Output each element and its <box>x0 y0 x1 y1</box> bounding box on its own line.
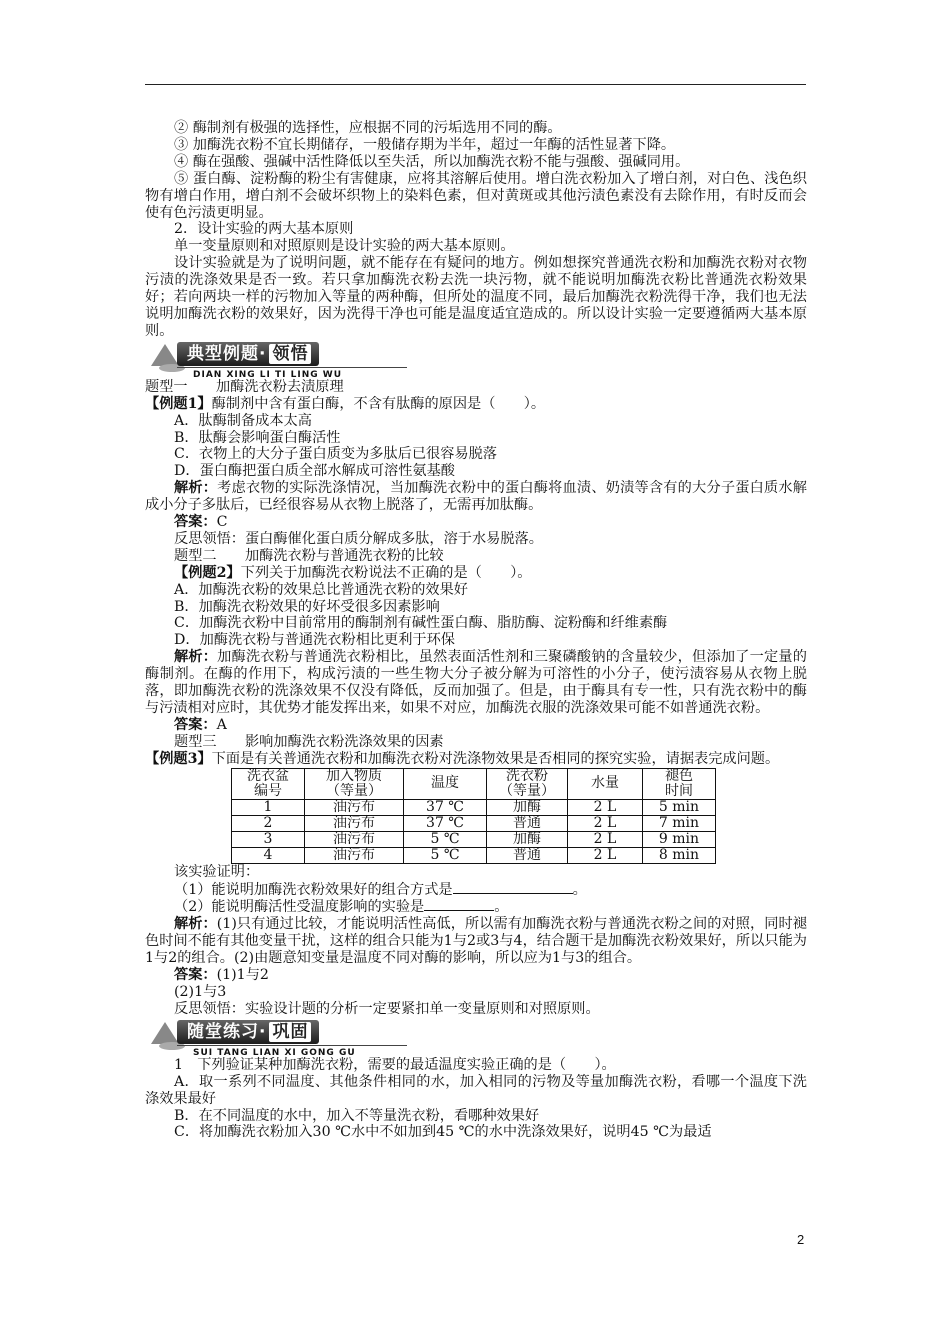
answer-3: 答案：(1)1与2 <box>174 967 269 984</box>
option: C．衣物上的大分子蛋白质变为多肽后已很容易脱落 <box>174 446 497 463</box>
option: C．加酶洗衣粉中目前常用的酶制剂有碱性蛋白酶、脂肪酶、淀粉酶和纤维素酶 <box>174 615 668 632</box>
option: D．蛋白酶把蛋白质全部水解成可溶性氨基酸 <box>174 463 455 480</box>
principle-summary: 单一变量原则和对照原则是设计实验的两大基本原则。 <box>174 238 515 255</box>
section-heading: 2．设计实验的两大基本原则 <box>174 221 354 238</box>
type-line-1: 题型一 加酶洗衣粉去渍原理 <box>145 378 344 395</box>
option: C．将加酶洗衣粉加入30 ℃水中不如加到45 ℃的水中洗涤效果好，说明45 ℃为最适 <box>174 1124 712 1141</box>
analysis-2: 解析：加酶洗衣粉与普通洗衣粉相比，虽然表面活性剂和三聚磷酸钠的含量较少，但添加了一定量的酶制剂。在酶的作用下，构成污渍的一些生物大分子被分解为可溶性的小分子，使污渍容易从衣物上脱落，即加酶洗衣粉的洗涤效果不仅没有降低，反而加强了。但是，由于酶具有专一性，只有洗衣粉中的酶与污渍相对应时，其优势才能发挥出来，如果不对应，加酶洗衣服的洗涤效果可能不如普通洗衣粉。 <box>145 649 807 716</box>
banner-examples: 典型例题· 领悟 DIAN XING LI TI LING WU <box>145 342 807 378</box>
table-header: 加入物质 （等量） <box>305 768 404 799</box>
intro-line-5: ⑤ 蛋白酶、淀粉酶的粉尘有害健康，应将其溶解后使用。增白洗衣粉加入了增白剂，对白色、浅色织物有增白作用，增白剂不会破坏织物上的染料色素，但对黄斑或其他污渍色素没有去除作用，有时反而会使有色污渍更明显。 <box>145 170 807 221</box>
intro-line-4: ④ 酶在强酸、强碱中活性降低以至失活，所以加酶洗衣粉不能与强酸、强碱同用。 <box>174 153 690 170</box>
banner-box: 领悟 <box>269 344 311 364</box>
principle-detail: 设计实验就是为了说明问题，就不能存在有疑问的地方。例如想探究普通洗衣粉和加酶洗衣粉对衣物污渍的洗涤效果是否一致。若只拿加酶洗衣粉去洗一块污物，就不能说明加酶洗衣粉比普通洗衣粉效果好；若向两块一样的污物加入等量的两种酶，但所处的温度不同，最后加酶洗衣粉洗得干净，我们也无法说明加酶洗衣粉的效果好，因为洗得干净也可能是温度适宜造成的。所以设计实验一定要遵循两大基本原则。 <box>145 255 807 339</box>
answer-blank[interactable] <box>424 898 494 911</box>
table-row: 2 油污布 37 ℃ 普通 2 L 7 min <box>232 815 716 831</box>
type-line-3: 题型三 影响加酶洗衣粉洗涤效果的因素 <box>174 733 444 750</box>
page-number: 2 <box>797 1232 805 1247</box>
option: B．在不同温度的水中，加入不等量洗衣粉，看哪种效果好 <box>174 1107 540 1124</box>
conclusion-intro: 该实验证明： <box>174 863 260 880</box>
subquestion-1: （1）能说明加酶洗衣粉效果好的组合方式是 。 <box>174 881 587 898</box>
pin-icon <box>151 344 179 366</box>
option: A．取一系列不同温度、其他条件相同的水，加入相同的污物及等量加酶洗衣粉，看哪一个温度下洗涤效果最好 <box>145 1073 807 1107</box>
intro-line-3: ③ 加酶洗衣粉不宜长期储存，一般储存期为半年，超过一年酶的活性显著下降。 <box>174 136 676 153</box>
table-header: 洗衣粉 （等量） <box>487 768 568 799</box>
banner-subtitle: DIAN XING LI TI LING WU <box>193 369 342 380</box>
banner-practice: 随堂练习· 巩固 SUI TANG LIAN XI GONG GU <box>145 1020 807 1056</box>
table-header-row <box>232 768 716 799</box>
reflection-3: 反思领悟：实验设计题的分析一定要紧扣单一变量原则和对照原则。 <box>174 1000 600 1017</box>
table-row: 3 油污布 5 ℃ 加酶 2 L 9 min <box>232 831 716 847</box>
experiment-table <box>231 768 716 864</box>
analysis-3: 解析：(1)只有通过比较，才能说明活性高低，所以需有加酶洗衣粉与普通洗衣粉之间的对照，同时褪色时间不能有其他变量干扰，这样的组合只能为1与2或3与4，结合题干是加酶洗衣粉效果好，所以只能为1与2的组合。(2)由题意知变量是温度不同对酶的影响，所以应为1与3的组合。 <box>145 916 807 967</box>
answer-blank[interactable] <box>453 881 573 894</box>
option: A．肽酶制备成本太高 <box>174 412 312 429</box>
answer-2: 答案：A <box>174 716 227 733</box>
banner-box: 巩固 <box>269 1022 311 1042</box>
subquestion-2: （2）能说明酶活性受温度影响的实验是 。 <box>174 899 509 916</box>
option: B．加酶洗衣粉效果的好坏受很多因素影响 <box>174 598 440 615</box>
question-2: 【例题2】下列关于加酶洗衣粉说法不正确的是（ ）。 <box>174 564 532 581</box>
intro-line-2: ② 酶制剂有极强的选择性，应根据不同的污垢选用不同的酶。 <box>174 120 562 136</box>
answer-1: 答案：C <box>174 514 228 531</box>
analysis-1: 解析：考虑衣物的实际洗涤情况，当加酶洗衣粉中的蛋白酶将血渍、奶渍等含有的大分子蛋白质水解成小分子多肽后，已经很容易从衣物上脱落了，无需再加肽酶。 <box>145 480 807 514</box>
pin-icon <box>151 1022 179 1044</box>
page-content <box>145 120 807 1141</box>
question-3: 【例题3】下面是有关普通洗衣粉和加酶洗衣粉对洗涤物效果是否相同的探究实验，请据表完成问题。 <box>145 750 780 767</box>
table-header: 水量 <box>568 768 643 799</box>
practice-question-1: 1 下列验证某种加酶洗衣粉，需要的最适温度实验正确的是（ ）。 <box>174 1056 616 1073</box>
table-row: 4 油污布 5 ℃ 普通 2 L 8 min <box>232 847 716 863</box>
banner-title: 随堂练习 <box>187 1021 259 1042</box>
banner-title: 典型例题 <box>187 343 259 364</box>
question-1: 【例题1】酶制剂中含有蛋白酶，不含有肽酶的原因是（ ）。 <box>145 395 546 412</box>
table-row: 1 油污布 37 ℃ 加酶 2 L 5 min <box>232 799 716 815</box>
option: B．肽酶会影响蛋白酶活性 <box>174 429 341 446</box>
answer-3b: (2)1与3 <box>174 983 227 1000</box>
table-header: 洗衣盆 编号 <box>232 768 305 799</box>
reflection-1: 反思领悟：蛋白酶催化蛋白质分解成多肽，溶于水易脱落。 <box>174 530 543 547</box>
header-rule <box>145 84 806 85</box>
option: D．加酶洗衣粉与普通洗衣粉相比更利于环保 <box>174 632 455 649</box>
option: A．加酶洗衣粉的效果总比普通洗衣粉的效果好 <box>174 581 468 598</box>
table-header: 温度 <box>404 768 487 799</box>
type-line-2: 题型二 加酶洗衣粉与普通洗衣粉的比较 <box>174 547 444 564</box>
banner-subtitle: SUI TANG LIAN XI GONG GU <box>193 1047 356 1058</box>
table-header: 褪色 时间 <box>643 768 716 799</box>
